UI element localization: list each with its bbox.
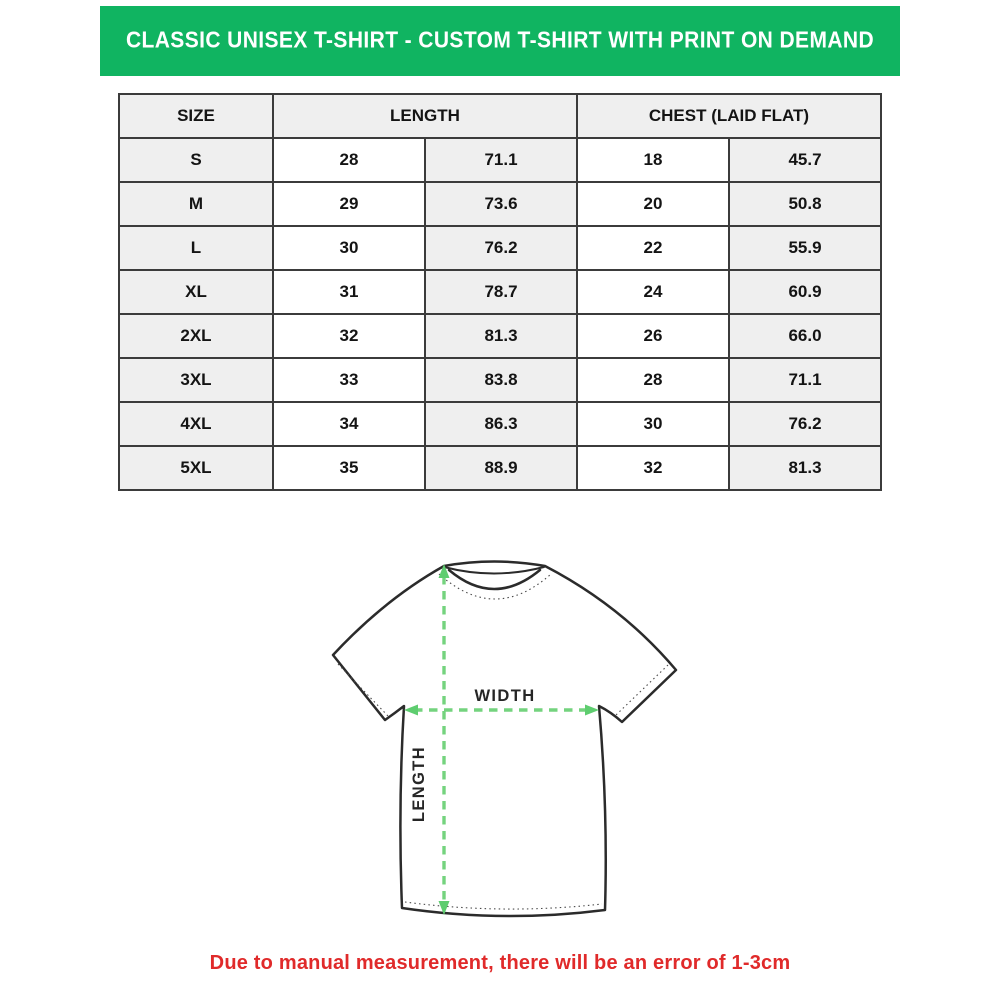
chest-cm-cell: 60.9 xyxy=(729,270,881,314)
chest-in-cell: 30 xyxy=(577,402,729,446)
chest-cm-cell: 81.3 xyxy=(729,446,881,490)
length-cm-cell: 83.8 xyxy=(425,358,577,402)
table-row xyxy=(119,226,881,270)
length-cm-cell: 88.9 xyxy=(425,446,577,490)
chest-in-cell: 22 xyxy=(577,226,729,270)
width-arrow xyxy=(404,705,599,716)
table-header-row xyxy=(119,94,881,138)
length-in-cell: 32 xyxy=(273,314,425,358)
chest-in-cell: 20 xyxy=(577,182,729,226)
tshirt-outline xyxy=(333,562,676,917)
table-row xyxy=(119,402,881,446)
chest-cm-cell: 76.2 xyxy=(729,402,881,446)
chest-cm-cell: 55.9 xyxy=(729,226,881,270)
table-row xyxy=(119,270,881,314)
left-sleeve-stitch-line xyxy=(338,664,388,716)
collar-opening-line xyxy=(444,567,544,574)
size-cell: L xyxy=(119,226,273,270)
length-in-cell: 35 xyxy=(273,446,425,490)
length-cm-cell: 73.6 xyxy=(425,182,577,226)
table-row xyxy=(119,446,881,490)
size-cell: S xyxy=(119,138,273,182)
page-title: CLASSIC UNISEX T-SHIRT - CUSTOM T-SHIRT WITH PRINT ON DEMAND xyxy=(125,28,875,53)
chest-in-cell: 18 xyxy=(577,138,729,182)
chest-cm-cell: 45.7 xyxy=(729,138,881,182)
length-cm-cell: 76.2 xyxy=(425,226,577,270)
size-cell: 3XL xyxy=(119,358,273,402)
size-cell: 4XL xyxy=(119,402,273,446)
length-cm-cell: 86.3 xyxy=(425,402,577,446)
bottom-hem-stitch-line xyxy=(405,902,602,909)
size-table-container xyxy=(118,93,882,491)
length-label: LENGTH xyxy=(410,745,428,823)
table-row xyxy=(119,182,881,226)
length-in-cell: 30 xyxy=(273,226,425,270)
chest-in-cell: 32 xyxy=(577,446,729,490)
length-cm-cell: 81.3 xyxy=(425,314,577,358)
chest-column-header: CHEST (LAID FLAT) xyxy=(577,94,881,138)
chest-cm-cell: 50.8 xyxy=(729,182,881,226)
size-cell: 2XL xyxy=(119,314,273,358)
chest-cm-cell: 66.0 xyxy=(729,314,881,358)
length-in-cell: 29 xyxy=(273,182,425,226)
measurement-error-note: Due to manual measurement, there will be an error of 1-3cm xyxy=(209,952,791,974)
length-arrow xyxy=(439,564,450,915)
length-in-cell: 34 xyxy=(273,402,425,446)
length-cm-cell: 71.1 xyxy=(425,138,577,182)
table-row xyxy=(119,314,881,358)
size-chart-table xyxy=(118,93,882,491)
length-in-cell: 33 xyxy=(273,358,425,402)
size-cell: 5XL xyxy=(119,446,273,490)
collar-stitch-line xyxy=(439,574,551,599)
tshirt-diagram-svg xyxy=(330,554,680,920)
right-sleeve-stitch-line xyxy=(616,665,668,715)
chest-cm-cell: 71.1 xyxy=(729,358,881,402)
length-in-cell: 31 xyxy=(273,270,425,314)
chest-in-cell: 26 xyxy=(577,314,729,358)
width-label: WIDTH xyxy=(474,687,536,705)
length-cm-cell: 78.7 xyxy=(425,270,577,314)
chest-in-cell: 24 xyxy=(577,270,729,314)
title-banner xyxy=(100,6,900,76)
chest-in-cell: 28 xyxy=(577,358,729,402)
length-in-cell: 28 xyxy=(273,138,425,182)
size-cell: XL xyxy=(119,270,273,314)
length-column-header: LENGTH xyxy=(273,94,577,138)
table-row xyxy=(119,358,881,402)
size-column-header: SIZE xyxy=(119,94,273,138)
table-row xyxy=(119,138,881,182)
tshirt-diagram xyxy=(330,554,680,920)
size-cell: M xyxy=(119,182,273,226)
